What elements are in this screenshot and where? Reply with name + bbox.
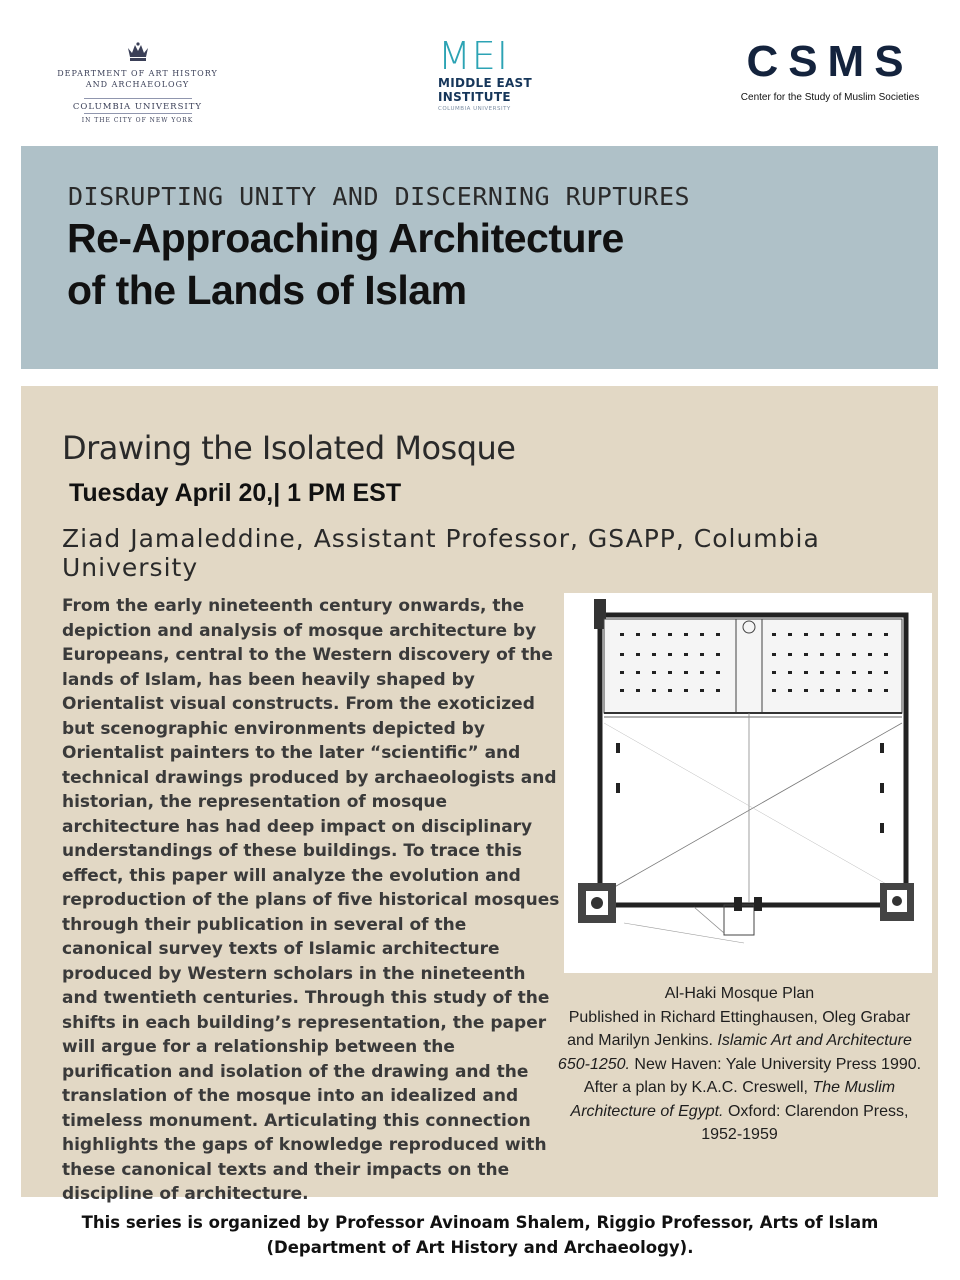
art-history-logo [50,42,225,124]
series-banner [21,146,938,369]
city-name: IN THE CITY OF NEW YORK [81,117,194,124]
speaker [62,524,902,582]
mei-name-line1: MIDDLE EAST [438,76,532,90]
csms-subtitle: Center for the Study of Muslim Societies [740,92,920,103]
talk-date: Tuesday April 20,| 1 PM EST [69,479,402,507]
university-name: COLUMBIA UNIVERSITY [72,102,203,112]
mei-university: COLUMBIA UNIVERSITY [438,106,511,112]
mei-mark: MEI [438,34,510,78]
logo-divider [84,98,192,99]
caption-text-2: New Haven: Yale University Press 1990. After a plan by K.A.C. Creswell, [583,1055,922,1096]
mei-logo [438,36,538,112]
csms-logo [730,38,930,103]
series-title [67,212,624,316]
figure-caption [557,982,922,1147]
caption-citation [557,1006,922,1147]
logo-divider [84,113,192,114]
caption-text-3: Oxford: Clarendon Press, 1952-1959 [701,1102,909,1143]
series-name: DISRUPTING UNITY AND DISCERNING RUPTURES [68,182,691,211]
dept-name-line1: DEPARTMENT OF ART HISTORY [57,69,218,78]
mei-name-line2: INSTITUTE [438,90,511,104]
crown-icon [126,42,150,62]
caption-text-1: Published in Richard Ettinghausen, Oleg Grabar and Marilyn Jenkins. [567,1008,911,1049]
event-panel [21,386,938,1204]
speaker-line2: University [62,553,199,582]
footer-note: This series is organized by Professor Avinoam Shalem, Riggio Professor, Arts of Islam (Department of Art History and Archaeology). [81,1213,879,1257]
mosque-plan-image [564,593,932,973]
speaker-line1: Ziad Jamaleddine, Assistant Professor, GSAPP, Columbia [62,524,820,553]
caption-book-1: Islamic Art and Architecture 650-1250. [557,1032,912,1073]
talk-title: Drawing the Isolated Mosque [62,429,516,467]
series-title-line1: Re-Approaching Architecture [67,215,624,261]
abstract-text: From the early nineteenth century onwards, the depiction and analysis of mosque architecture by Europeans, central to the Western discovery of the lands of Islam, has been heavily shaped by Orientalist visual constructs. From the exoticized but scenographic environments depicted by Orientalist painters to the later “scientific” and technical drawings produced by archaeologists and historian, the representation of mosque architecture has had deep impact on disciplinary understandings of these buildings. To trace this effect, this paper will analyze the evolution and reproduction of the plans of five historical mosques through their publication in several of the canonical survey texts of Islamic architecture produced by Western scholars in the nineteenth and twentieth centuries. Through this study of the shifts in each building’s representation, the paper will argue for a relationship between the purification and isolation of the drawing and the translation of the mosque into an idealized and timeless monument. Articulating this connection highlights the gaps of knowledge reproduced with these canonical texts and their impacts on the discipline of architecture. [62,596,560,1204]
caption-book-2: The Muslim Architecture of Egypt. [570,1079,896,1120]
csms-mark: CSMS [746,37,914,86]
series-title-line2: of the Lands of Islam [67,267,467,313]
dept-name-line2: AND ARCHAEOLOGY [85,80,190,89]
mosque-plan-drawing [564,593,932,973]
caption-title: Al-Haki Mosque Plan [664,985,815,1002]
